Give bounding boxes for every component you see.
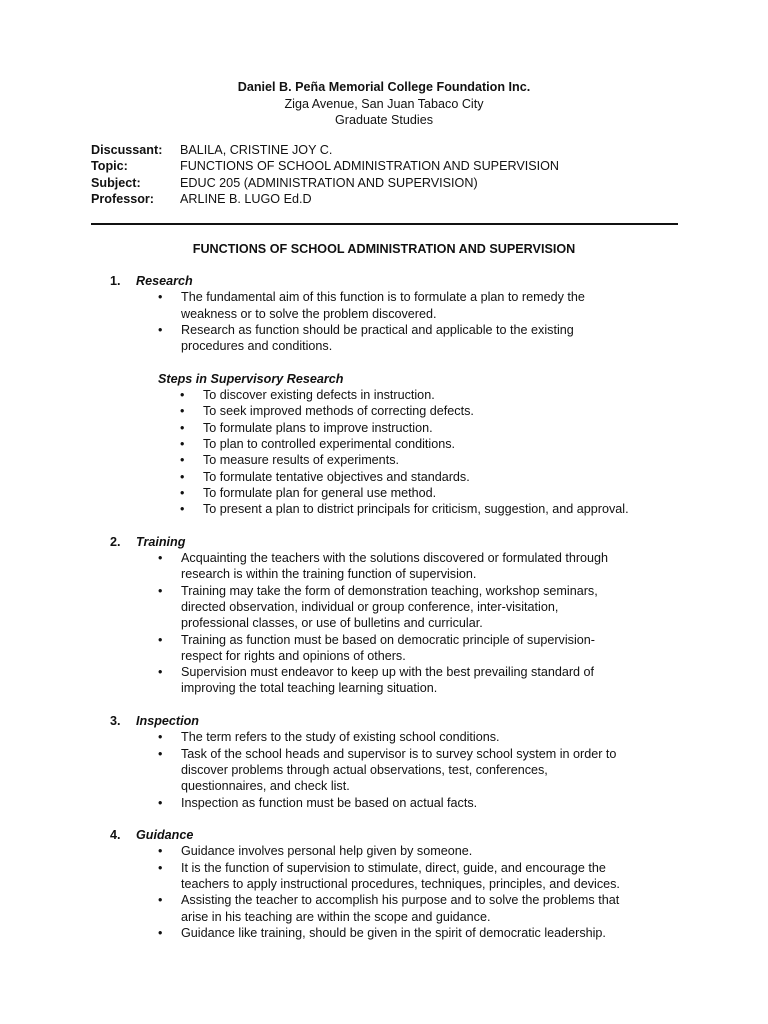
step-item: • To present a plan to district principals for criticism, suggestion, and approval. xyxy=(110,501,680,517)
section-guidance xyxy=(110,827,680,941)
meta-label: Subject: xyxy=(91,175,141,190)
bullet-item xyxy=(110,746,680,795)
section-number: 3 . xyxy=(110,713,136,729)
bullet-line: • Guidance involves personal help given by someone. xyxy=(181,844,473,859)
bullet-line: questionnaires, and check list. xyxy=(181,779,350,794)
bullet-item xyxy=(110,583,680,632)
bullet-line: professional classes, or use of bulletins and curricular. xyxy=(181,616,483,631)
bullet-item xyxy=(110,795,680,811)
step-item: • To plan to controlled experimental conditions. xyxy=(110,436,680,452)
step-item: • To formulate plan for general use method. xyxy=(110,485,680,501)
section-title: Guidance xyxy=(136,828,194,843)
section-number: 2 . xyxy=(110,534,136,550)
section-heading xyxy=(110,273,680,289)
meta-row-professor xyxy=(91,191,559,207)
bullet-item xyxy=(110,843,680,859)
subsection-steps xyxy=(110,371,680,518)
bullet-item xyxy=(110,664,680,697)
bullet-line: • Task of the school heads and supervisor is to survey school system in order to xyxy=(181,746,617,761)
section-title: Research xyxy=(136,274,193,288)
bullet-item xyxy=(110,289,680,322)
bullet-line: research is within the training function of supervision. xyxy=(181,567,477,582)
document-meta xyxy=(91,142,559,207)
bullet-item xyxy=(110,322,680,355)
section-title: Training xyxy=(136,534,186,549)
bullet-list xyxy=(110,729,680,810)
bullet-item xyxy=(110,729,680,745)
meta-label: Topic: xyxy=(91,159,128,174)
step-item: • To discover existing defects in instruction. xyxy=(110,387,680,403)
bullet-line: arise in his teaching are within the scope and guidance. xyxy=(181,909,491,924)
steps-list xyxy=(110,387,680,517)
bullet-line: • The term refers to the study of existing school conditions. xyxy=(181,730,500,745)
section-inspection xyxy=(110,713,680,811)
bullet-list xyxy=(110,550,680,697)
document-title: FUNCTIONS OF SCHOOL ADMINISTRATION AND SUPERVISION xyxy=(192,242,576,256)
bullet-line: • Training may take the form of demonstration teaching, workshop seminars, xyxy=(181,583,598,598)
subsection-title: Steps in Supervisory Research xyxy=(158,371,344,386)
section-training xyxy=(110,534,680,697)
bullet-line: • Inspection as function must be based on actual facts. xyxy=(181,795,478,810)
sections xyxy=(110,273,680,957)
bullet-item xyxy=(110,892,680,925)
bullet-line: • Research as function should be practical and applicable to the existing xyxy=(181,322,574,337)
institution-address: Ziga Avenue, San Juan Tabaco City xyxy=(284,96,484,111)
bullet-list xyxy=(110,289,680,354)
header-divider xyxy=(91,223,678,225)
meta-row-discussant xyxy=(91,142,559,158)
section-title: Inspection xyxy=(136,714,199,729)
bullet-line: weakness or to solve the problem discovered. xyxy=(181,306,437,321)
meta-value: ARLINE B. LUGO Ed.D xyxy=(180,191,312,206)
meta-label: Discussant: xyxy=(91,143,163,157)
meta-value: FUNCTIONS OF SCHOOL ADMINISTRATION AND SUPERVISION xyxy=(180,159,560,174)
step-item: • To formulate tentative objectives and standards. xyxy=(110,469,680,485)
bullet-line: • Supervision must endeavor to keep up with the best prevailing standard of xyxy=(181,665,595,680)
bullet-item xyxy=(110,925,680,941)
bullet-line: improving the total teaching learning situation. xyxy=(181,681,438,696)
bullet-line: directed observation, individual or group conference, inter-visitation, xyxy=(181,599,559,614)
bullet-item xyxy=(110,632,680,665)
meta-row-subject xyxy=(91,175,559,191)
bullet-line: respect for rights and opinions of others. xyxy=(181,648,406,663)
section-heading xyxy=(110,827,680,843)
bullet-line: discover problems through actual observations, test, conferences, xyxy=(181,762,548,777)
meta-row-topic xyxy=(91,158,559,174)
step-item: • To seek improved methods of correcting defects. xyxy=(110,403,680,419)
bullet-line: • The fundamental aim of this function is to formulate a plan to remedy the xyxy=(181,290,585,305)
section-number: 4 . xyxy=(110,827,136,843)
bullet-line: • Acquainting the teachers with the solutions discovered or formulated through xyxy=(181,551,609,566)
section-heading xyxy=(110,713,680,729)
bullet-line: • Assisting the teacher to accomplish his purpose and to solve the problems that xyxy=(181,893,620,908)
section-heading xyxy=(110,534,680,550)
bullet-item xyxy=(110,860,680,893)
bullet-line: • Guidance like training, should be given in the spirit of democratic leadership. xyxy=(181,925,606,940)
department-name: Graduate Studies xyxy=(334,113,433,127)
bullet-line: • It is the function of supervision to stimulate, direct, guide, and encourage the xyxy=(181,860,606,875)
meta-value: EDUC 205 (ADMINISTRATION AND SUPERVISION) xyxy=(180,175,478,190)
step-item: • To formulate plans to improve instruction. xyxy=(110,420,680,436)
document-header xyxy=(0,79,768,129)
step-item: • To measure results of experiments. xyxy=(110,452,680,468)
meta-label: Professor: xyxy=(91,191,154,206)
bullet-line: teachers to apply instructional procedures, techniques, principles, and devices. xyxy=(181,876,620,891)
section-research xyxy=(110,273,680,517)
bullet-item xyxy=(110,550,680,583)
bullet-line: procedures and conditions. xyxy=(181,339,333,354)
bullet-line: • Training as function must be based on democratic principle of supervision- xyxy=(181,632,595,647)
institution-name: Daniel B. Peña Memorial College Foundation Inc. xyxy=(237,80,531,94)
section-number: 1 . xyxy=(110,273,136,289)
meta-value: BALILA, CRISTINE JOY C. xyxy=(180,143,333,157)
bullet-list xyxy=(110,843,680,941)
